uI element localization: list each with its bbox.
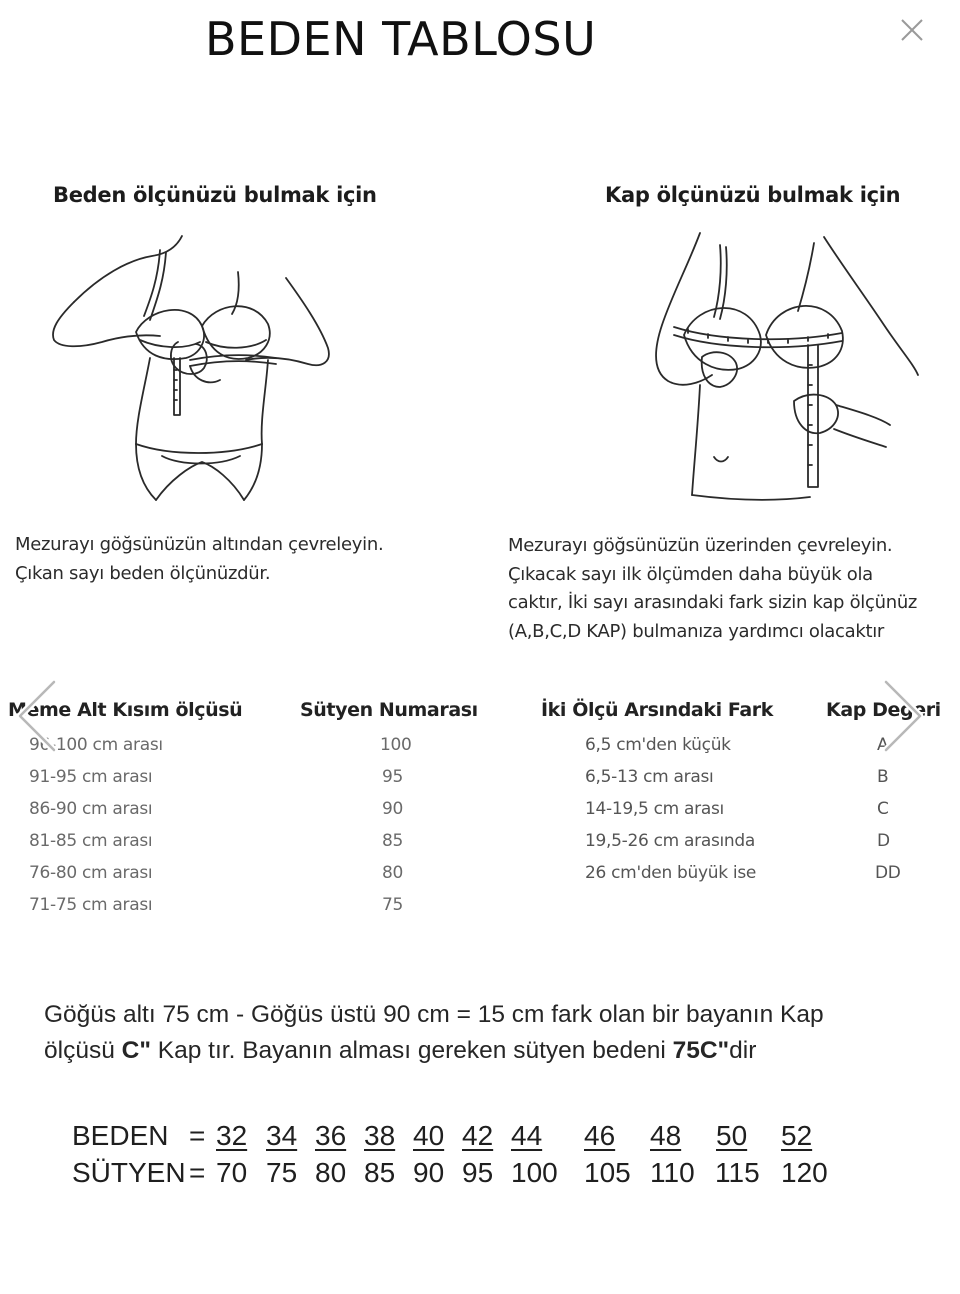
beden-label: BEDEN [72, 1120, 169, 1151]
underbust-measurement-illustration [40, 230, 340, 505]
table-cell: 75 [382, 895, 404, 915]
sutyen-value: 90 [413, 1157, 445, 1188]
table-cell: 85 [382, 831, 404, 851]
example-line-2 [44, 1033, 824, 1069]
chevron-right-icon [882, 678, 926, 754]
left-description-line: Mezurayı göğsünüzün altından çevreleyin. [15, 534, 384, 555]
example-text-part: Kap tır. Bayanın alması gereken sütyen bedeni [150, 1037, 673, 1064]
table-cell: C [877, 799, 889, 819]
right-description-line: Çıkacak sayı ilk ölçümden daha büyük ola [508, 563, 873, 585]
left-heading: Beden ölçünüzü bulmak için [53, 183, 377, 207]
table-cell: 95 [382, 767, 404, 787]
sutyen-value: 110 [650, 1157, 695, 1188]
size-table-header-underbust: Meme Alt Kısım ölçüsü [8, 699, 243, 721]
beden-value: 50 [716, 1120, 748, 1151]
right-description [508, 532, 917, 646]
table-cell: 6,5 cm'den küçük [585, 735, 731, 755]
table-cell: 71-75 cm arası [29, 895, 153, 915]
table-cell: 76-80 cm arası [29, 863, 153, 883]
table-cell: 91-95 cm arası [29, 767, 153, 787]
example-text [44, 997, 824, 1069]
example-cup-value: C" [121, 1037, 151, 1064]
table-cell: 86-90 cm arası [29, 799, 153, 819]
sutyen-value: 80 [315, 1157, 347, 1188]
beden-value: 46 [584, 1120, 616, 1151]
table-cell: D [877, 831, 890, 851]
right-heading: Kap ölçünüzü bulmak için [605, 183, 901, 207]
right-description-line: Mezurayı göğsünüzün üzerinden çevreleyin. [508, 535, 893, 556]
page-title: BEDEN TABLOSU [205, 12, 597, 66]
beden-value: 40 [413, 1120, 445, 1151]
table-cell: 14-19,5 cm arası [585, 799, 724, 819]
table-cell: 90 [382, 799, 404, 819]
table-cell: DD [875, 863, 901, 883]
beden-value: 52 [781, 1120, 813, 1151]
sutyen-value: 70 [216, 1157, 248, 1188]
beden-value: 42 [462, 1120, 494, 1151]
table-cell: A [877, 735, 889, 755]
table-cell: B [877, 767, 889, 787]
close-button[interactable] [893, 12, 931, 50]
right-description-line: (A,B,C,D KAP) bulmanıza yardımcı olacaktır [508, 620, 885, 642]
sutyen-row [72, 1157, 872, 1193]
sutyen-value: 115 [715, 1157, 760, 1188]
table-cell: 26 cm'den büyük ise [585, 863, 757, 883]
example-line-1: Göğüs altı 75 cm - Göğüs üstü 90 cm = 15 cm fark olan bir bayanın Kap [44, 1001, 824, 1028]
table-cell: 96-100 cm arası [29, 735, 163, 755]
sutyen-value: 85 [364, 1157, 396, 1188]
cup-table-header-cup: Kap Değeri [826, 699, 941, 721]
previous-image-button[interactable] [14, 678, 58, 754]
equals-sign: = [189, 1120, 206, 1151]
cup-table-header-difference: İki Ölçü Arsındaki Fark [541, 699, 774, 721]
example-text-part: ölçüsü [44, 1037, 122, 1064]
beden-value: 36 [315, 1120, 347, 1151]
sutyen-value: 105 [584, 1157, 631, 1188]
next-image-button[interactable] [882, 678, 926, 754]
sutyen-value: 120 [781, 1157, 828, 1188]
sutyen-value: 75 [266, 1157, 298, 1188]
sutyen-value: 95 [462, 1157, 494, 1188]
table-cell: 80 [382, 863, 404, 883]
example-size-value: 75C" [672, 1037, 730, 1064]
beden-value: 32 [216, 1120, 248, 1151]
equals-sign: = [189, 1157, 206, 1188]
close-icon [893, 12, 931, 50]
beden-value: 38 [364, 1120, 396, 1151]
size-table-header-bra-number: Sütyen Numarası [300, 699, 478, 721]
beden-value: 34 [266, 1120, 298, 1151]
beden-value: 44 [511, 1120, 543, 1151]
table-cell: 100 [380, 735, 412, 755]
left-description-line: Çıkan sayı beden ölçünüzdür. [15, 562, 271, 584]
beden-value: 48 [650, 1120, 682, 1151]
right-description-line: caktır, İki sayı arasındaki fark sizin kap ölçünüz [508, 592, 918, 613]
sutyen-value: 100 [511, 1157, 558, 1188]
table-cell: 6,5-13 cm arası [585, 767, 714, 787]
sutyen-label: SÜTYEN [72, 1157, 186, 1188]
beden-row [72, 1120, 872, 1156]
example-text-part: dir [729, 1037, 757, 1064]
table-cell: 19,5-26 cm arasında [585, 831, 756, 851]
chevron-left-icon [14, 678, 58, 754]
left-description [15, 531, 383, 588]
bust-measurement-illustration [628, 225, 923, 505]
table-cell: 81-85 cm arası [29, 831, 153, 851]
